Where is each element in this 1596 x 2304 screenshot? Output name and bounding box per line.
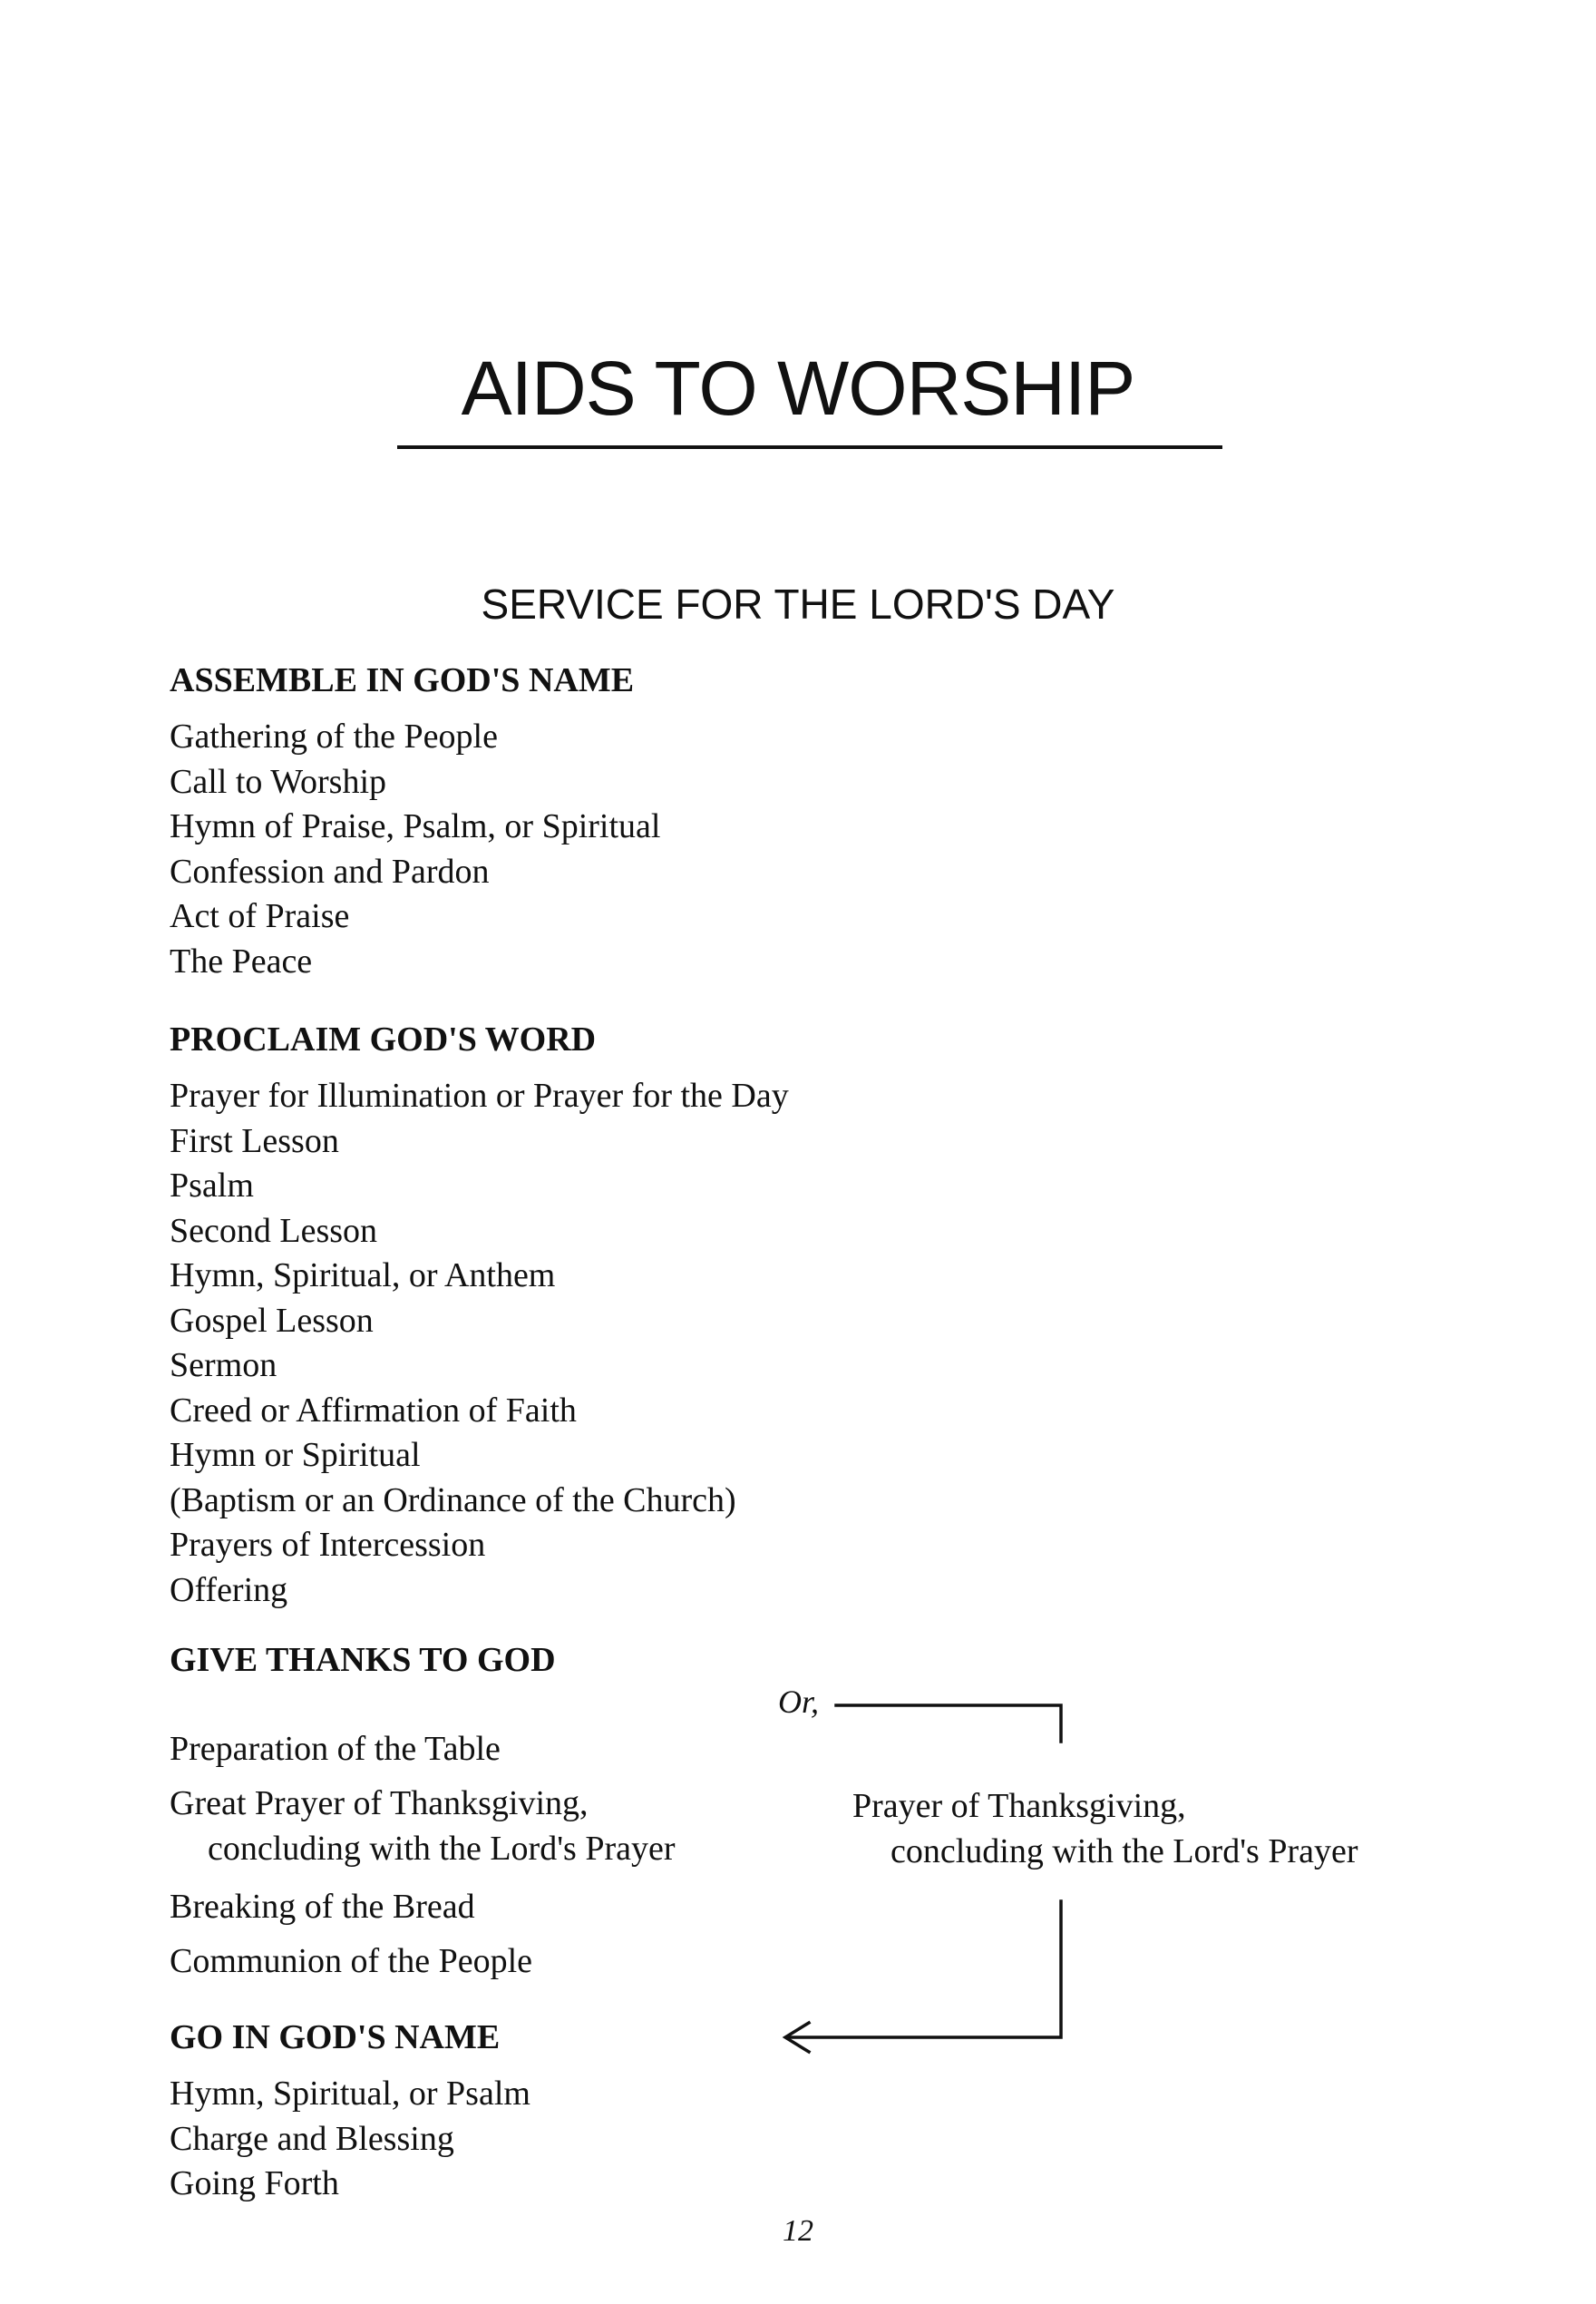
list-item: Communion of the People [170, 1942, 533, 1980]
list-item: Preparation of the Table [170, 1730, 501, 1768]
list-item: Prayers of Intercession [170, 1526, 486, 1564]
list-item: Call to Worship [170, 762, 387, 801]
arrow-bottom-connector [787, 1901, 1061, 2037]
list-item: Hymn, Spiritual, or Anthem [170, 1256, 556, 1294]
list-item: Confession and Pardon [170, 852, 490, 891]
list-item: Psalm [170, 1167, 254, 1205]
list-item: (Baptism or an Ordinance of the Church) [170, 1480, 736, 1519]
list-item: Act of Praise [170, 897, 350, 935]
list-item-continuation: concluding with the Lord's Prayer [208, 1830, 676, 1868]
service-title: SERVICE FOR THE LORD'S DAY [481, 581, 1115, 628]
page-title: AIDS TO WORSHIP [461, 346, 1135, 431]
list-item: Hymn or Spiritual [170, 1436, 421, 1474]
list-item: Gathering of the People [170, 718, 498, 756]
section-heading-give-thanks: GIVE THANKS TO GOD [170, 1641, 556, 1679]
or-label: Or, [778, 1684, 820, 1720]
alternative-prayer-continuation: concluding with the Lord's Prayer [890, 1832, 1358, 1870]
list-item: Creed or Affirmation of Faith [170, 1391, 577, 1430]
section-heading-go: GO IN GOD'S NAME [170, 2018, 501, 2056]
section-heading-proclaim: PROCLAIM GOD'S WORD [170, 1020, 597, 1059]
list-item: Second Lesson [170, 1211, 378, 1250]
list-item: Great Prayer of Thanksgiving, [170, 1784, 589, 1822]
list-item: Hymn, Spiritual, or Psalm [170, 2075, 530, 2113]
list-item: Charge and Blessing [170, 2119, 454, 2158]
list-item: Offering [170, 1570, 288, 1609]
list-item: Breaking of the Bread [170, 1888, 475, 1926]
page-number: 12 [783, 2214, 813, 2248]
alternative-prayer-line: Prayer of Thanksgiving, [852, 1787, 1186, 1825]
list-item: First Lesson [170, 1121, 339, 1160]
section-heading-assemble: ASSEMBLE IN GOD'S NAME [170, 661, 635, 699]
list-item: Sermon [170, 1346, 277, 1384]
list-item: Prayer for Illumination or Prayer for the Day [170, 1077, 789, 1115]
arrow-top-connector [836, 1705, 1061, 1742]
list-item: The Peace [170, 942, 313, 981]
list-item: Hymn of Praise, Psalm, or Spiritual [170, 807, 661, 845]
go-item-list [170, 2072, 530, 2207]
list-item: Gospel Lesson [170, 1301, 374, 1340]
list-item: Going Forth [170, 2164, 339, 2202]
